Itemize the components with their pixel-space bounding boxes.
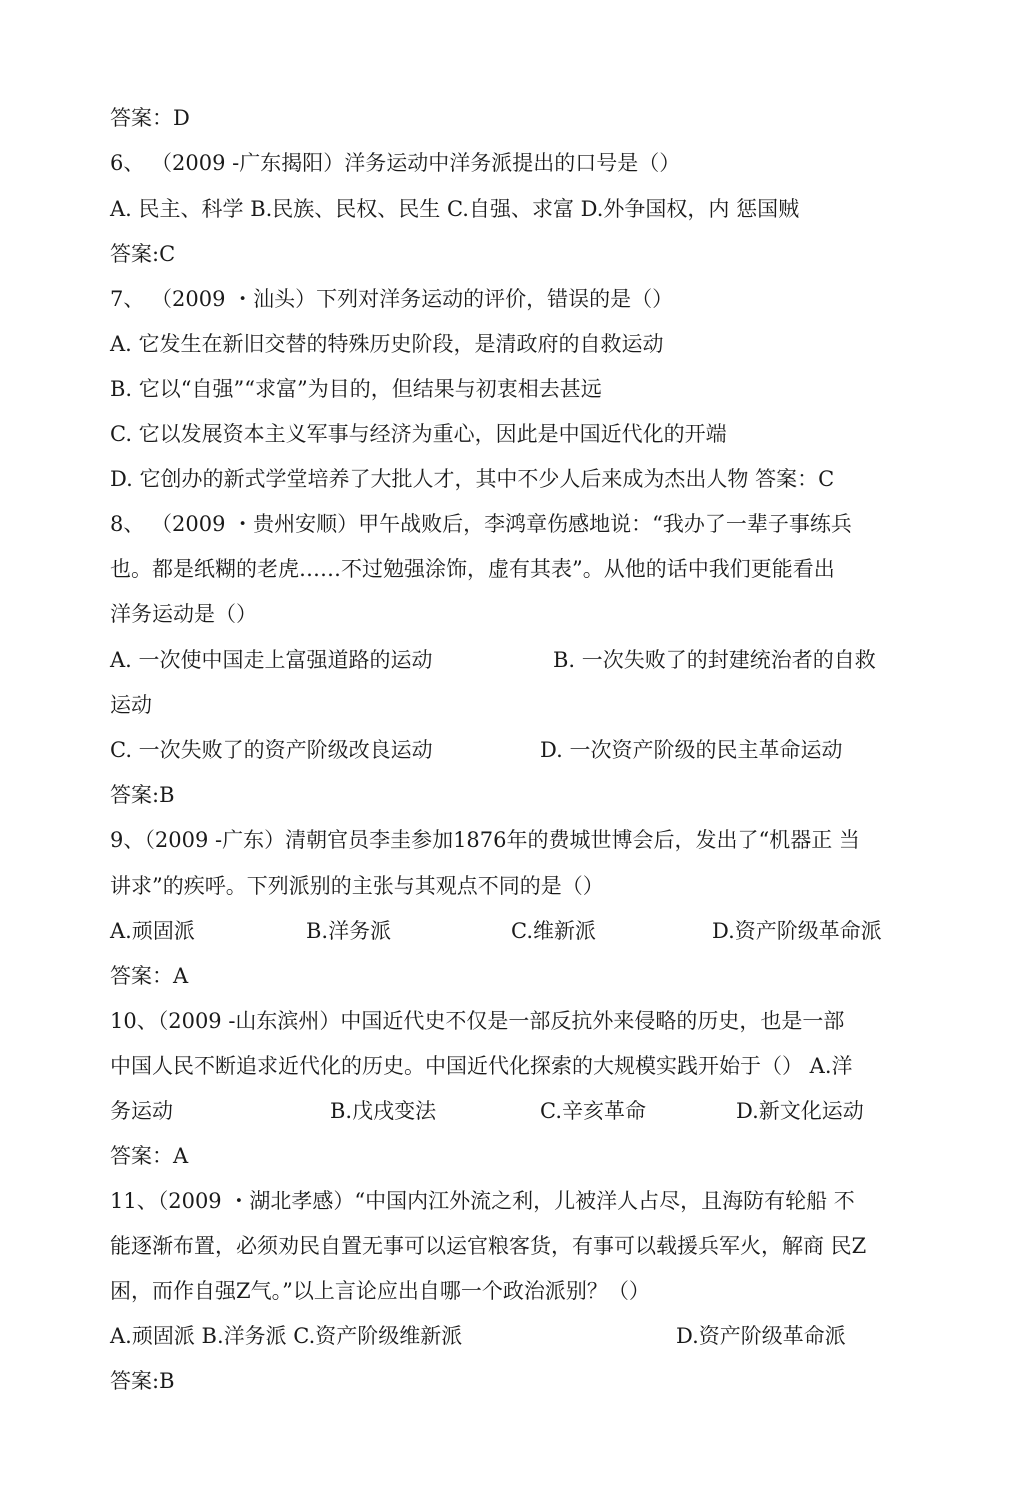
question-9-option-a: A.顽固派 [110, 919, 195, 943]
question-10-option-b: B.戊戌变法 [330, 1099, 437, 1123]
question-8-option-d: D. 一次资产阶级的民主革命运动 [540, 738, 843, 762]
question-6-options: A. 民主、科学 B.民族、民权、民生 C.自强、求富 D.外争国权，内 惩国贼 [110, 197, 800, 221]
question-9-line-2: 讲求”的疾呼。下列派别的主张与其观点不同的是（） [110, 874, 604, 898]
question-8-option-b: B. 一次失败了的封建统治者的自救 [553, 648, 876, 672]
question-8-option-c: C. 一次失败了的资产阶级改良运动 [110, 738, 433, 762]
answer-11: 答案:B [110, 1369, 175, 1393]
question-9-line-1: 9、（2009 -广东）清朝官员李圭参加1876年的费城世博会后，发出了“机器正 当 [110, 828, 860, 852]
answer-9: 答案：A [110, 964, 189, 988]
answer-10: 答案：A [110, 1144, 189, 1168]
question-9-option-c: C.维新派 [511, 919, 596, 943]
question-11-line-3: 困，而作自强Z气。”以上言论应出自哪一个政治派别？（） [110, 1279, 650, 1303]
question-10-option-d: D.新文化运动 [736, 1099, 864, 1123]
question-10-option-c: C.辛亥革命 [540, 1099, 646, 1123]
question-8-line-2: 也。都是纸糊的老虎……不过勉强涂饰，虚有其表”。从他的话中我们更能看出 [110, 557, 835, 581]
question-8-line-3: 洋务运动是（） [110, 602, 257, 626]
answer-8: 答案:B [110, 783, 175, 807]
question-11-line-2: 能逐渐布置，必须劝民自置无事可以运官粮客货，有事可以载援兵军火，解商 民Z [110, 1234, 867, 1258]
question-8-line-1: 8、 （2009 ・贵州安顺）甲午战败后，李鸿章伤感地说：“我办了一辈子事练兵 [110, 512, 852, 536]
question-7-option-b: B. 它以“自强”“求富”为目的，但结果与初衷相去甚远 [110, 377, 602, 401]
question-10-option-a-cont: 务运动 [110, 1099, 173, 1123]
answer-5: 答案：D [110, 106, 190, 130]
question-11-options-abc: A.顽固派 B.洋务派 C.资产阶级维新派 [110, 1324, 463, 1348]
question-11-option-d: D.资产阶级革命派 [676, 1324, 846, 1348]
answer-6: 答案:C [110, 242, 176, 266]
question-7-option-c: C. 它以发展资本主义军事与经济为重心，因此是中国近代化的开端 [110, 422, 727, 446]
question-8-option-b-cont: 运动 [110, 693, 152, 717]
question-9-option-d: D.资产阶级革命派 [712, 919, 882, 943]
question-9-option-b: B.洋务派 [306, 919, 392, 943]
question-7-option-a: A. 它发生在新旧交替的特殊历史阶段，是清政府的自救运动 [110, 332, 664, 356]
question-7: 7、 （2009 ・汕头）下列对洋务运动的评价，错误的是（） [110, 287, 674, 311]
question-11-line-1: 11、（2009 ・湖北孝感）“中国内江外流之利，儿被洋人占尽，且海防有轮船 不 [110, 1189, 855, 1213]
question-6: 6、 （2009 -广东揭阳）洋务运动中洋务派提出的口号是（） [110, 151, 681, 175]
question-10-line-1: 10、（2009 -山东滨州）中国近代史不仅是一部反抗外来侵略的历史，也是一部 [110, 1009, 845, 1033]
question-7-option-d: D. 它创办的新式学堂培养了大批人才，其中不少人后来成为杰出人物 答案：C [110, 467, 835, 491]
question-8-option-a: A. 一次使中国走上富强道路的运动 [110, 648, 433, 672]
question-10-line-2: 中国人民不断追求近代化的历史。中国近代化探索的大规模实践开始于（） A.洋 [110, 1054, 853, 1078]
